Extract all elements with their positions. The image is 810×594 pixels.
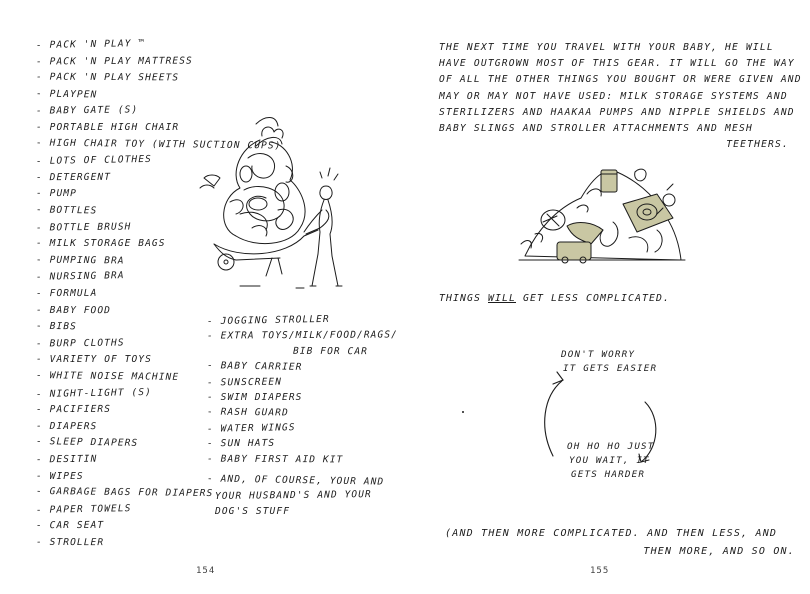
list-item: - PUMPING BRA xyxy=(35,254,125,267)
list-item: - WATER WINGS xyxy=(206,421,296,435)
list-item: - BOTTLE BRUSH xyxy=(35,221,132,234)
intro-paragraph xyxy=(439,40,802,153)
list-item: - SLEEP DIAPERS xyxy=(35,436,139,450)
list-item: - JOGGING STROLLER xyxy=(206,313,330,328)
small-dot xyxy=(462,411,464,413)
list-item: - WHITE NOISE MACHINE xyxy=(35,370,180,383)
list-item: - BABY FOOD xyxy=(35,304,112,316)
list-item: - BABY CARRIER xyxy=(206,360,303,374)
list-item: - NURSING BRA xyxy=(35,270,125,284)
text-line: THEN MORE, AND SO ON. xyxy=(643,546,795,557)
list-item: - FORMULA xyxy=(35,287,98,300)
wheelbarrow-illustration xyxy=(200,118,350,293)
list-item: YOUR HUSBAND'S AND YOUR xyxy=(214,489,372,503)
cycle-bottom-text xyxy=(567,440,655,482)
list-item: - CAR SEAT xyxy=(35,520,105,532)
statement-underlined-word: WILL xyxy=(488,293,516,304)
list-item: - WIPES xyxy=(36,470,84,482)
list-item: - PORTABLE HIGH CHAIR xyxy=(36,122,180,133)
text-line: YOU WAIT, IT xyxy=(569,455,650,466)
list-item: - PUMP xyxy=(35,188,77,200)
right-page xyxy=(405,0,810,594)
text-line: DON'T WORRY xyxy=(561,349,636,360)
list-item: - PAPER TOWELS xyxy=(35,502,132,516)
list-item: - LOTS OF CLOTHES xyxy=(35,154,153,168)
list-item: - BIBS xyxy=(35,320,78,333)
text-line: HAVE OUTGROWN MOST OF THIS GEAR. IT WILL GO THE WAY xyxy=(439,58,795,70)
text-line: THE NEXT TIME YOU TRAVEL WITH YOUR BABY, HE WILL xyxy=(439,42,774,53)
list-item: - BABY GATE (S) xyxy=(35,104,139,118)
statement-text-after: GET LESS COMPLICATED. xyxy=(516,293,670,304)
list-item: - SUNSCREEN xyxy=(206,376,283,389)
list-item: - GARBAGE BAGS FOR DIAPERS xyxy=(35,486,214,500)
list-item: - HIGH CHAIR TOY (WITH SUCTION CUPS) xyxy=(35,137,282,152)
list-item: - VARIETY OF TOYS xyxy=(36,354,152,366)
list-item: - PACK 'N PLAY SHEETS xyxy=(35,71,180,84)
list-item: - SUN HATS xyxy=(206,437,276,450)
text-line: OF ALL THE OTHER THINGS YOU BOUGHT OR WERE GIVEN AND xyxy=(439,74,802,86)
list-item: - DETERGENT xyxy=(35,171,112,184)
page-number-right: 155 xyxy=(590,566,610,576)
list-item: - PACK 'N PLAY ™ xyxy=(35,38,146,51)
text-line: GETS HARDER xyxy=(571,469,646,480)
packing-list-column-2 xyxy=(206,313,398,526)
list-item: - AND, OF COURSE, YOUR AND xyxy=(206,473,385,488)
cycle-top-text xyxy=(561,348,657,376)
list-item: DOG'S STUFF xyxy=(215,505,291,517)
text-line: TEETHERS. xyxy=(726,139,789,151)
list-item: - NIGHT-LIGHT (S) xyxy=(35,386,153,400)
text-line: MAY OR MAY NOT HAVE USED: MILK STORAGE SYSTEMS AND xyxy=(439,90,788,102)
list-item: - BURP CLOTHS xyxy=(35,337,125,350)
list-item: - PACIFIERS xyxy=(35,403,112,416)
list-item: BIB FOR CAR xyxy=(292,345,369,358)
list-item: - DIAPERS xyxy=(35,420,98,432)
text-line: (AND THEN MORE COMPLICATED. AND THEN LESS, AND xyxy=(445,528,778,539)
list-item: - SWIM DIAPERS xyxy=(207,392,303,403)
closing-paragraph xyxy=(445,525,795,561)
text-line: STERILIZERS AND HAAKAA PUMPS AND NIPPLE SHIELDS AND xyxy=(439,106,795,118)
less-complicated-statement xyxy=(439,294,670,304)
list-item: - PLAYPEN xyxy=(35,88,98,101)
text-line: OH HO HO JUST xyxy=(567,441,655,452)
text-line: BABY SLINGS AND STROLLER ATTACHMENTS AND MESH xyxy=(439,123,753,135)
list-item: - DESITIN xyxy=(35,453,98,466)
text-line: IT GETS EASIER xyxy=(563,363,658,374)
list-item: - EXTRA TOYS/MILK/FOOD/RAGS/ xyxy=(206,329,398,342)
page-number-left: 154 xyxy=(196,566,216,576)
list-item: - RASH GUARD xyxy=(206,406,289,419)
statement-text-before: THINGS xyxy=(439,293,488,304)
list-item: - BOTTLES xyxy=(35,204,98,217)
list-item: - BABY FIRST AID KIT xyxy=(206,453,344,466)
list-item: - STROLLER xyxy=(35,536,105,549)
gear-pile-illustration xyxy=(517,160,687,270)
list-item: - MILK STORAGE BAGS xyxy=(36,238,166,250)
list-item: - PACK 'N PLAY MATTRESS xyxy=(35,55,193,68)
